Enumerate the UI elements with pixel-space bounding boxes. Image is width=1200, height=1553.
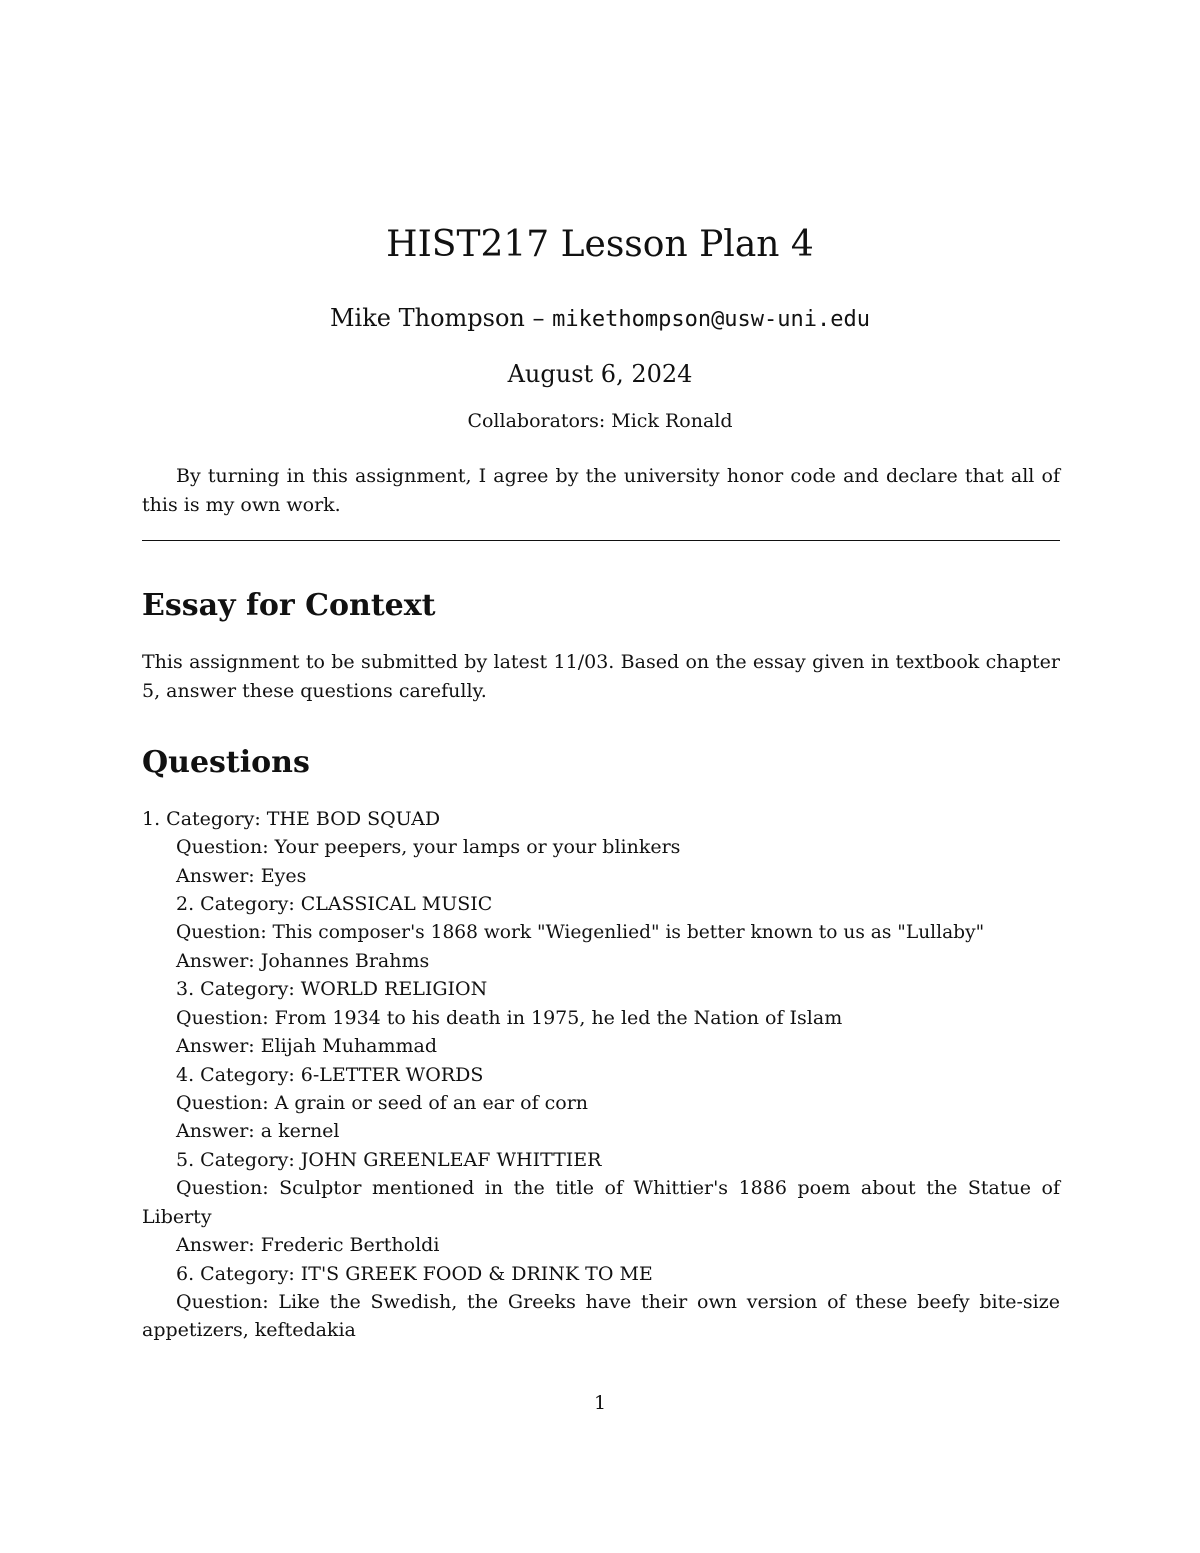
page-number: 1 (593, 1392, 607, 1414)
question-answer: Answer: Elijah Muhammad (176, 1035, 438, 1058)
question-text: Question: Your peepers, your lamps or your blinkers (176, 836, 681, 859)
questions-list (142, 805, 1060, 1345)
question-category: 6. Category: IT'S GREEK FOOD & DRINK TO ME (176, 1262, 653, 1285)
question-category: 4. Category: 6-LETTER WORDS (176, 1063, 484, 1086)
author-email: mikethompson@usw-uni.edu (552, 307, 871, 332)
question-category: 5. Category: JOHN GREENLEAF WHITTIER (176, 1148, 602, 1171)
horizontal-rule (142, 540, 1060, 541)
question-answer: Answer: Frederic Bertholdi (176, 1234, 440, 1257)
collaborators: Collaborators: Mick Ronald (467, 410, 733, 432)
question-text: Question: Like the Swedish, the Greeks have their own version of these beefy bite-size appetizers, keftedakia (142, 1290, 1060, 1342)
question-answer: Answer: Johannes Brahms (176, 950, 430, 973)
question-category: 2. Category: CLASSICAL MUSIC (176, 893, 493, 916)
author-name: Mike Thompson – (329, 304, 553, 332)
questions-heading: Questions (142, 745, 310, 780)
question-category: 3. Category: WORLD RELIGION (176, 978, 488, 1001)
essay-text: This assignment to be submitted by latest 11/03. Based on the essay given in textbook chapter 5, answer these questions carefully. (142, 651, 1060, 702)
honor-statement: By turning in this assignment, I agree by the university honor code and declare that all of this is my own work. (142, 465, 1060, 516)
question-answer: Answer: a kernel (176, 1120, 340, 1143)
document-title: HIST217 Lesson Plan 4 (386, 224, 814, 265)
document-date: August 6, 2024 (507, 360, 693, 388)
question-text: Question: From 1934 to his death in 1975, he led the Nation of Islam (176, 1006, 843, 1029)
question-category: 1. Category: THE BOD SQUAD (142, 808, 441, 830)
question-text: Question: A grain or seed of an ear of corn (176, 1092, 589, 1115)
author-line (0, 304, 1200, 332)
essay-heading: Essay for Context (142, 588, 436, 623)
question-answer: Answer: Eyes (176, 864, 307, 887)
question-text: Question: This composer's 1868 work "Wiegenlied" is better known to us as "Lullaby" (176, 921, 985, 943)
question-text: Question: Sculptor mentioned in the title of Whittier's 1886 poem about the Statue of Liberty (142, 1177, 1060, 1228)
